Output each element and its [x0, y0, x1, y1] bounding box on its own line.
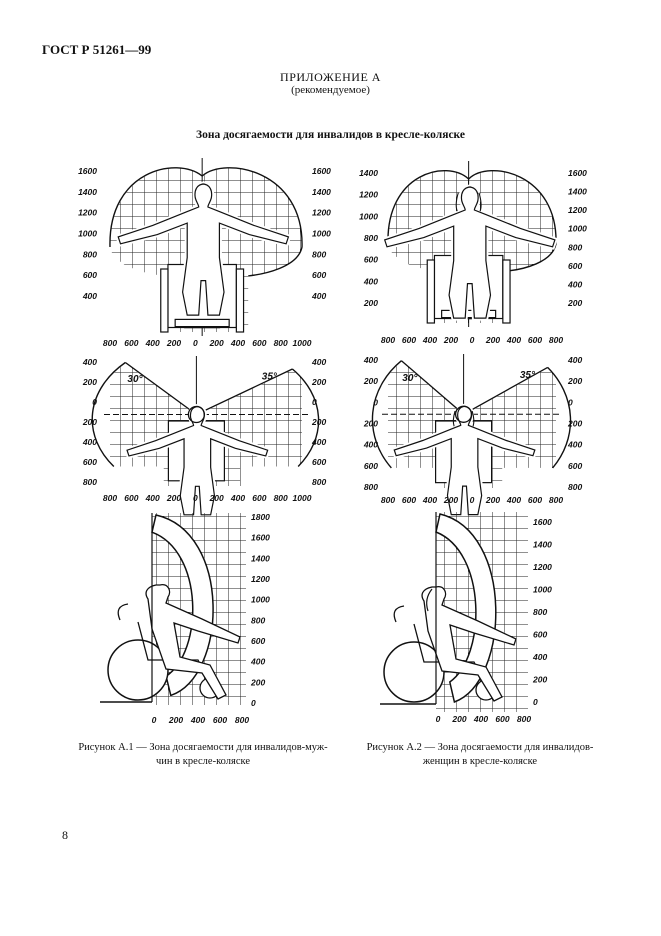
men-side-ytick: 1000	[251, 594, 270, 605]
women-side-ytick: 1000	[533, 584, 552, 595]
women-side-xtick: 800	[516, 714, 532, 724]
men-top-xtick: 0	[192, 493, 198, 503]
men-side-ytick: 1200	[251, 574, 270, 584]
women-front-ytick-left: 200	[363, 298, 378, 308]
men-top-ytick-left: 400	[82, 437, 97, 447]
men-front-ytick-right: 800	[312, 249, 327, 260]
men-top-xtick: 400	[145, 493, 160, 503]
men-side-xtick: 0	[151, 715, 157, 725]
men-side-ytick: 1400	[251, 553, 270, 564]
men-top-ytick-left: 200	[82, 377, 97, 387]
men-front-ytick-left: 1200	[78, 207, 97, 218]
section-title: Зона досягаемости для инвалидов в кресле-коляске	[196, 129, 465, 141]
women-top-xtick: 200	[485, 495, 501, 505]
men-front-xtick: 800	[102, 338, 118, 348]
women-side-xtick: 600	[495, 714, 510, 724]
women-side-xtick: 200	[452, 714, 467, 724]
men-front-ytick-right: 1200	[312, 207, 331, 218]
women-side-ytick: 400	[533, 652, 548, 662]
men-front-xtick: 200	[209, 338, 224, 348]
women-front-xtick: 800	[380, 335, 396, 345]
men-top-ytick-right: 600	[312, 457, 327, 467]
women-top-xtick: 800	[548, 495, 564, 505]
men-top-xtick: 200	[166, 493, 182, 503]
men-top-xtick: 1000	[292, 493, 312, 503]
women-side-ytick: 800	[533, 607, 548, 617]
women-side-xtick: 0	[435, 714, 441, 724]
men-side-view	[100, 512, 270, 725]
men-side-ytick: 1800	[251, 512, 270, 522]
women-top-ytick-left: 200	[363, 418, 378, 429]
men-top-ytick-right: 200	[312, 377, 327, 387]
women-front-xtick: 600	[527, 335, 543, 345]
women-top-ytick-left: 400	[363, 355, 378, 365]
men-top-view	[82, 356, 327, 515]
women-side-ytick: 1400	[533, 539, 552, 550]
men-front-ytick-left: 1600	[78, 166, 97, 176]
women-top-ytick-right: 800	[568, 482, 583, 492]
women-front-ytick-left: 1000	[359, 211, 378, 222]
women-top-ytick-right: 400	[568, 355, 583, 365]
figure-a1-caption-line1: Рисунок А.1 — Зона досягаемости для инвалидов-муж-	[78, 742, 328, 753]
women-side-view	[380, 512, 552, 724]
figure-a1-caption	[62, 741, 344, 769]
men-side-ytick: 1600	[251, 532, 270, 543]
men-front-ytick-left: 800	[82, 249, 97, 260]
men-top-xtick: 800	[273, 493, 288, 503]
women-top-xtick: 400	[506, 495, 522, 505]
men-front-ytick-left: 1400	[78, 186, 97, 197]
men-top-angle-right: 35°	[261, 371, 277, 383]
women-front-ytick-right: 200	[568, 298, 583, 308]
women-front-ytick-right: 1200	[568, 205, 587, 216]
men-side-xtick: 800	[234, 715, 250, 725]
men-front-xtick: 600	[124, 338, 139, 348]
men-front-xtick: 400	[230, 338, 246, 348]
women-front-ytick-right: 400	[568, 279, 583, 290]
appendix-label: ПРИЛОЖЕНИЕ А	[280, 70, 381, 84]
women-top-ytick-left: 800	[363, 482, 378, 492]
men-front-xtick: 600	[252, 338, 267, 348]
women-front-ytick-left: 800	[363, 233, 378, 243]
men-front-xtick: 0	[192, 338, 198, 348]
men-top-ytick-right: 800	[312, 477, 327, 487]
women-front-ytick-right: 1000	[568, 223, 587, 234]
men-side-ytick: 600	[251, 636, 266, 646]
men-front-ytick-right: 1600	[312, 166, 331, 176]
women-front-ytick-right: 1400	[568, 186, 587, 197]
men-top-ytick-left: 400	[82, 357, 97, 367]
women-top-angle-left: 30°	[402, 372, 418, 384]
women-top-ytick-right: 200	[568, 418, 583, 429]
women-top-ytick-right: 600	[568, 460, 583, 471]
men-top-xtick: 600	[124, 493, 139, 503]
men-top-angle-left: 30°	[127, 374, 143, 385]
men-top-ytick-left: 0	[92, 397, 97, 407]
men-top-ytick-right: 0	[312, 397, 317, 407]
men-front-ytick-left: 1000	[78, 228, 97, 239]
men-front-xtick: 1000	[292, 338, 312, 348]
women-top-xtick: 400	[422, 495, 438, 505]
women-front-xtick: 800	[548, 335, 564, 345]
women-top-view	[363, 354, 583, 515]
men-front-ytick-right: 400	[312, 291, 327, 301]
men-top-xtick: 400	[230, 493, 246, 503]
figure-a2-caption	[350, 741, 610, 769]
women-front-ytick-left: 1200	[359, 189, 378, 200]
women-front-view	[359, 161, 587, 345]
men-front-ytick-right: 600	[312, 270, 327, 281]
women-top-angle-right: 35°	[519, 370, 536, 382]
women-top-xtick: 200	[443, 495, 459, 505]
men-side-xtick: 200	[168, 715, 184, 725]
men-side-ytick: 800	[251, 615, 266, 626]
women-top-xtick: 600	[527, 495, 543, 505]
men-top-xtick: 600	[252, 493, 267, 503]
appendix-status: (рекомендуемое)	[291, 84, 370, 96]
women-side-xtick: 400	[473, 714, 489, 724]
men-side-xtick: 600	[212, 715, 228, 725]
women-front-xtick: 400	[422, 335, 438, 345]
men-top-ytick-left: 600	[82, 457, 97, 467]
women-top-xtick: 800	[380, 495, 396, 505]
women-top-ytick-left: 200	[363, 376, 378, 387]
women-front-ytick-right: 600	[568, 260, 583, 271]
men-front-xtick: 200	[166, 338, 182, 348]
women-front-xtick: 0	[469, 335, 475, 345]
women-front-ytick-right: 800	[568, 242, 583, 253]
women-top-ytick-right: 400	[568, 439, 583, 450]
women-front-xtick: 600	[401, 335, 417, 345]
men-side-ytick: 400	[251, 656, 266, 667]
men-top-xtick: 200	[209, 493, 224, 503]
men-front-ytick-right: 1000	[312, 228, 331, 239]
men-top-ytick-left: 200	[82, 417, 97, 427]
figure-a2-caption-line2: женщин в кресле-коляске	[422, 756, 538, 767]
women-front-ytick-left: 400	[363, 276, 378, 287]
women-top-ytick-left: 600	[363, 460, 378, 471]
men-front-ytick-left: 600	[82, 270, 97, 281]
women-top-ytick-left: 400	[363, 439, 378, 450]
women-top-ytick-right: 200	[568, 376, 583, 387]
men-front-view	[78, 158, 331, 348]
men-top-ytick-right: 400	[312, 357, 327, 367]
men-front-xtick: 400	[145, 338, 160, 348]
figure-a1-caption-line2: чин в кресле-коляске	[156, 756, 250, 767]
women-side-ytick: 1600	[533, 517, 552, 527]
men-top-ytick-left: 800	[82, 477, 97, 487]
women-top-ytick-right: 0	[568, 397, 573, 408]
women-top-ytick-left: 0	[373, 397, 378, 408]
women-front-xtick: 200	[485, 335, 501, 345]
women-front-ytick-left: 600	[363, 254, 378, 265]
women-side-ytick: 600	[533, 629, 548, 640]
page-number: 8	[62, 828, 68, 842]
men-front-xtick: 800	[273, 338, 288, 348]
women-side-ytick: 200	[533, 674, 548, 685]
women-front-xtick: 400	[506, 335, 522, 345]
men-side-xtick: 400	[190, 715, 206, 725]
women-front-ytick-right: 1600	[568, 168, 587, 178]
men-front-ytick-right: 1400	[312, 186, 331, 197]
women-top-xtick: 600	[401, 495, 417, 505]
women-side-ytick: 1200	[533, 562, 552, 572]
figure-a2-caption-line1: Рисунок А.2 — Зона досягаемости для инвалидов-	[366, 742, 594, 753]
men-top-xtick: 800	[102, 493, 118, 503]
men-top-ytick-right: 200	[312, 417, 327, 427]
men-side-ytick: 0	[251, 698, 256, 708]
men-side-ytick: 200	[251, 677, 266, 688]
women-top-xtick: 0	[469, 495, 475, 505]
women-side-ytick: 0	[533, 697, 538, 707]
men-front-ytick-left: 400	[82, 291, 97, 301]
document-id: ГОСТ Р 51261—99	[42, 42, 152, 57]
women-front-xtick: 200	[443, 335, 459, 345]
women-front-ytick-left: 1400	[359, 168, 378, 178]
men-top-ytick-right: 400	[312, 437, 327, 447]
